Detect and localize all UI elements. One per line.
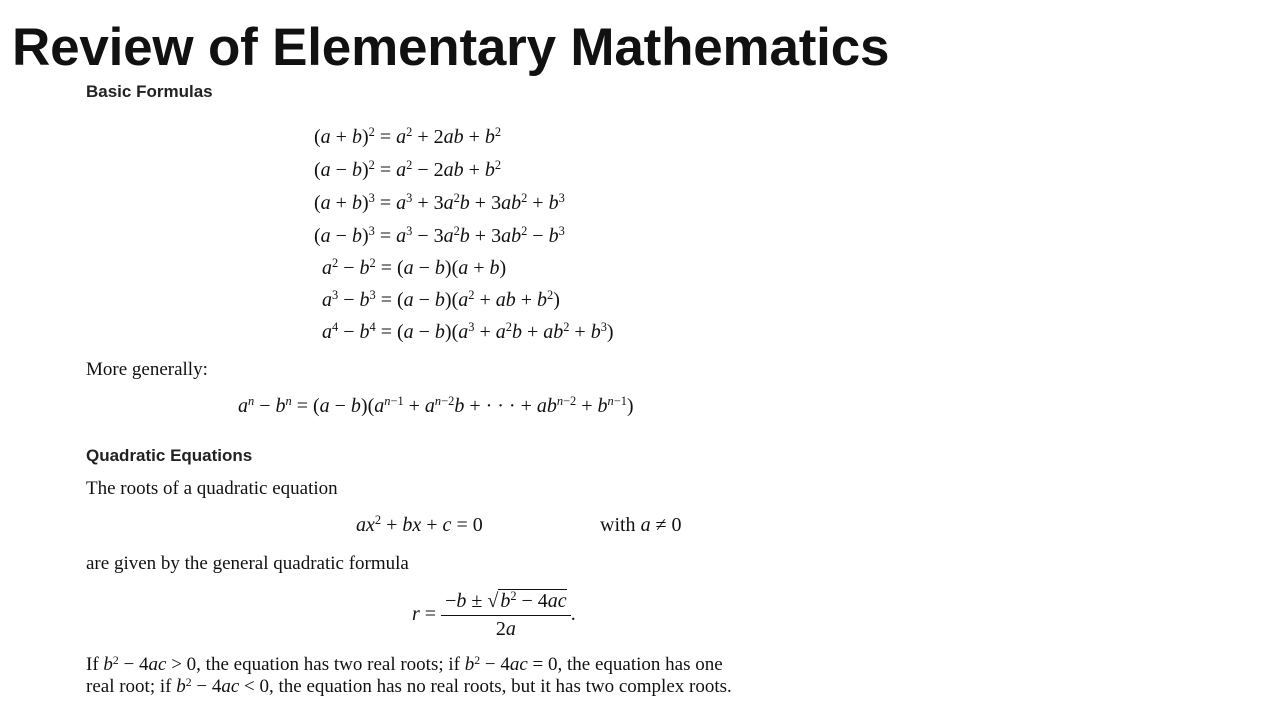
formula-cube-of-difference: $(a - b)^3 = a^3 - 3a^2b + 3ab^2 - b^3$ [314,224,565,247]
conclusion-line-1: If $b^2 - 4ac > 0$, the equation has two real roots; if $b^2 - 4ac = 0$, the equation has one [86,653,723,675]
condition-word: with [600,514,636,536]
formula-difference-of-cubes: $a^3 - b^3 = (a - b)(a^2$ + ab + $b^2$) [322,288,560,311]
conclusion-text-1: the equation has two real roots; if [205,654,460,675]
slide-title: Review of Elementary Mathematics [12,18,890,77]
formula-difference-of-fourth-powers: $a^4 - b^4 = (a - b)(a^3 + a^2b + ab^2 + b^3)$ [322,320,614,343]
conclusion-text-2a: real root; if [86,676,172,697]
conclusion-text-1b: the equation has one [567,654,723,675]
conclusion-text-2b: the equation has no real roots, but it has two complex roots. [278,676,732,697]
formula-general-difference-of-powers: $a^n - b^n = (a - b)(a^{n-1} + a^{n-2}b$ + · · · + $ab^{n-2} + b^{n-1}$) [238,394,634,417]
quadratic-equations-heading: Quadratic Equations [86,446,253,465]
quadratic-fraction: $\frac{-b \pm √ b^2 - 4ac}{2a}$ [441,590,571,641]
quadratic-given-by-text: are given by the general quadratic formula [86,553,409,574]
formula-difference-of-squares: $a^2 - b^2 = (a - b)(a + b)$ [322,256,507,279]
formula-square-of-sum: $(a + b)^2 = a^2 + 2ab + b^2$ [314,125,502,148]
formula-quadratic-equation: $ax^2$ + bx + c = 0 [356,513,483,536]
formula-square-of-difference: $(a - b)^2 = a^2 - 2ab + b^2$ [314,158,502,181]
formula-cube-of-sum: $(a + b)^3 = a^3 + 3a^2b + 3ab^2 + b^3$ [314,191,565,214]
formula-condition: with a ≠ 0 [600,514,682,536]
formula-quadratic-roots: r = $\frac{-b \pm √ b^2 - 4ac}{2a}$ . [412,589,576,640]
more-generally-text: More generally: [86,359,208,380]
conclusion-line-2: real root; if $b^2 - 4ac < 0$, the equation has no real roots, but it has two complex roots. [86,675,732,697]
quadratic-intro-text: The roots of a quadratic equation [86,478,338,499]
basic-formulas-heading: Basic Formulas [86,82,213,101]
